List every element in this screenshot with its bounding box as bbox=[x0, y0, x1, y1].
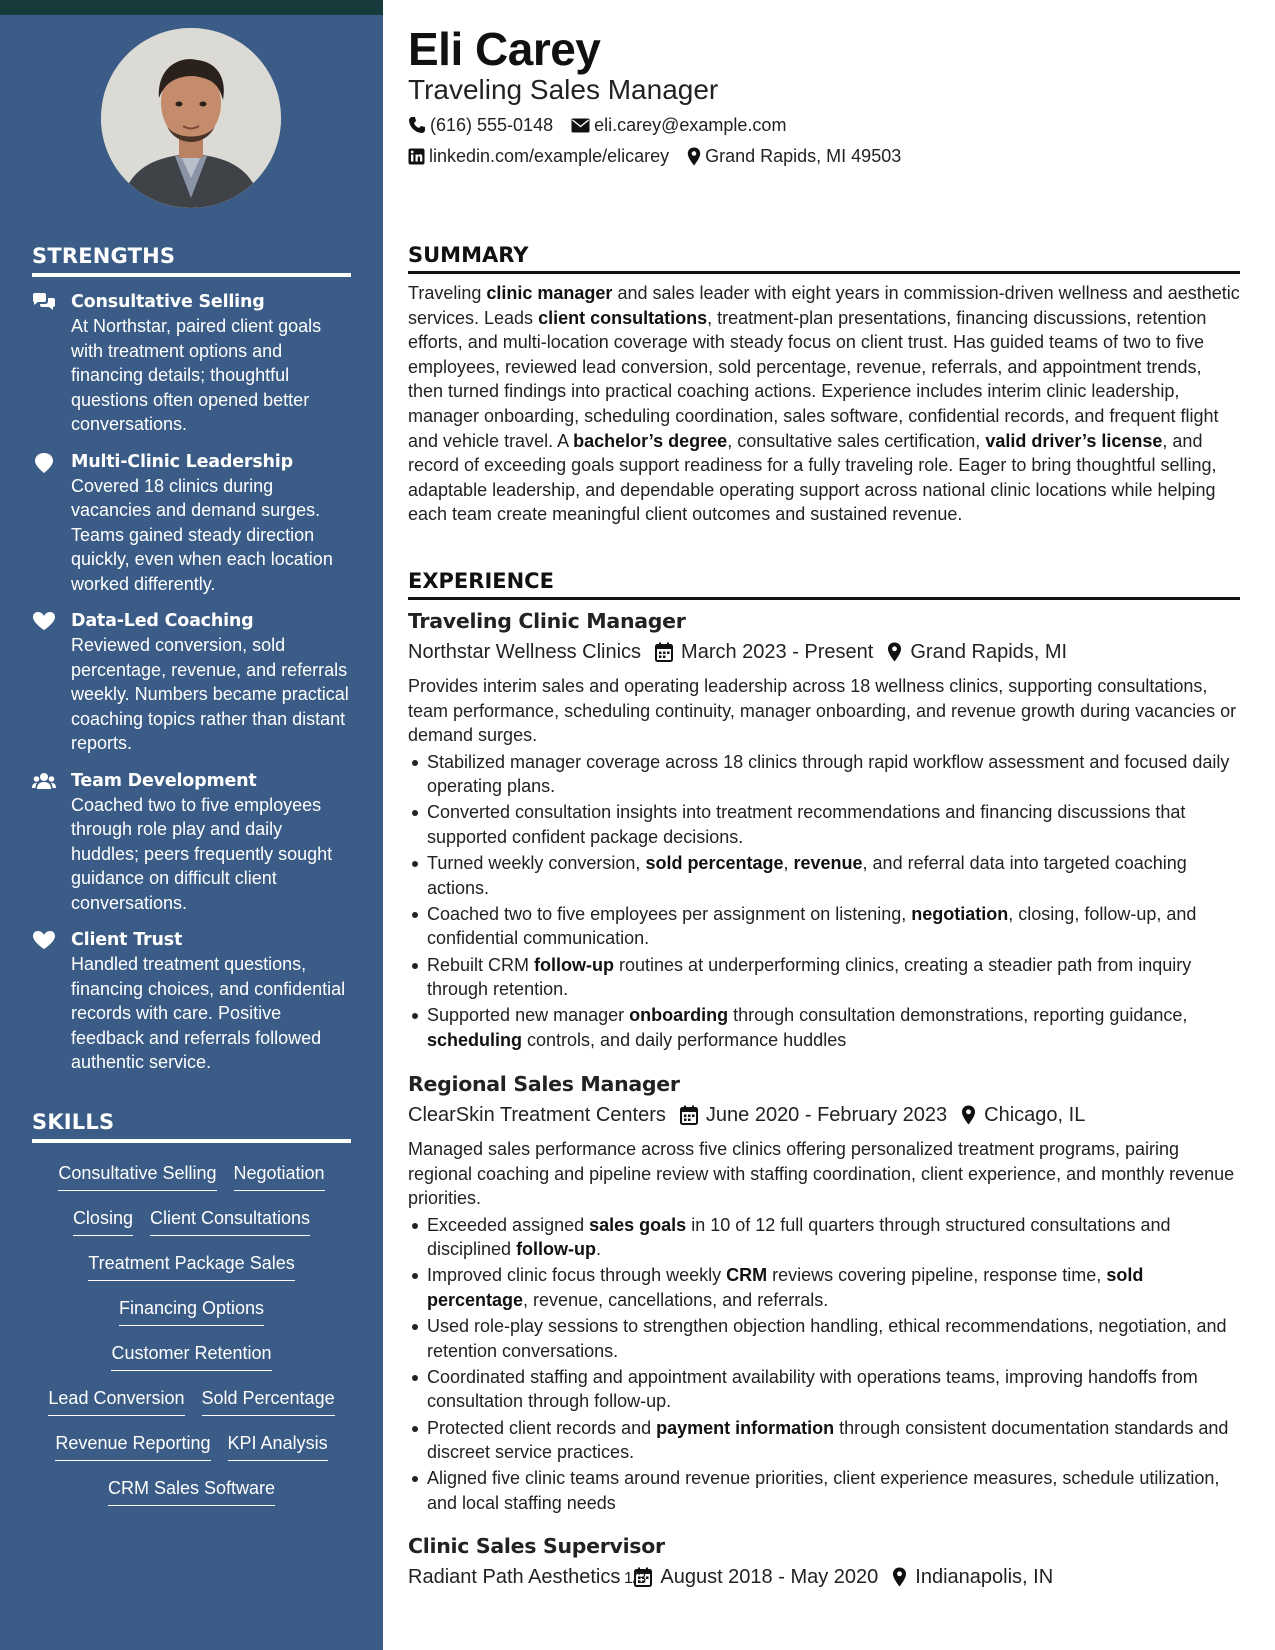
skill-tag: CRM Sales Software bbox=[108, 1476, 275, 1506]
text-segment: controls, and daily performance huddles bbox=[522, 1029, 847, 1050]
job-description: Managed sales performance across five clinics offering personalized treatment programs, pairing regional coaching and pipeline review with staffing coordination, client experience, and monthly revenue priorities. bbox=[408, 1139, 1235, 1209]
map-pin-icon bbox=[892, 1567, 907, 1587]
email-text: eli.carey@example.com bbox=[594, 114, 787, 135]
map-pin-icon bbox=[687, 147, 701, 166]
phone-text: (616) 555-0148 bbox=[430, 114, 554, 135]
text-segment: Traveling bbox=[408, 283, 487, 303]
skills-row bbox=[32, 1341, 351, 1386]
emphasis-text: client consultations bbox=[538, 307, 708, 328]
person-title: Traveling Sales Manager bbox=[408, 74, 719, 105]
company-name: ClearSkin Treatment Centers bbox=[408, 1104, 666, 1126]
emphasis-text: scheduling bbox=[427, 1029, 523, 1050]
text-segment: Supported new manager bbox=[427, 1005, 630, 1026]
text-segment: reviews covering pipeline, response time, bbox=[767, 1265, 1107, 1286]
company-name: Radiant Path Aesthetics bbox=[408, 1566, 621, 1588]
text-segment: and sales leader with eight years in commission-driven wellness and aesthetic services. Leads bbox=[408, 283, 1240, 328]
team-icon bbox=[32, 771, 56, 791]
strength-title: Team Development bbox=[71, 770, 257, 791]
bullet-item bbox=[408, 1213, 1240, 1262]
linkedin-icon bbox=[408, 148, 425, 165]
emphasis-text: bachelor’s degree bbox=[573, 430, 728, 451]
bullet-item bbox=[408, 1263, 1240, 1312]
text-segment: Aligned five clinic teams around revenue priorities, client experience measures, schedule utilization, and local staffing needs bbox=[427, 1468, 1220, 1513]
text-segment: Converted consultation insights into treatment recommendations and financing discussions that supported confident package decisions. bbox=[427, 802, 1186, 848]
linkedin-text: linkedin.com/example/elicarey bbox=[429, 145, 670, 166]
strengths-heading: STRENGTHS bbox=[32, 244, 351, 277]
skill-tag: Client Consultations bbox=[150, 1206, 310, 1236]
heart-icon bbox=[32, 930, 56, 950]
emphasis-text: revenue bbox=[793, 853, 863, 874]
strength-item bbox=[32, 290, 352, 437]
location-text: Grand Rapids, MI 49503 bbox=[705, 145, 902, 166]
skill-tag: Treatment Package Sales bbox=[88, 1251, 294, 1281]
location-text: Indianapolis, IN bbox=[915, 1566, 1054, 1588]
text-segment: through consistent documentation standards and discreet service practices. bbox=[427, 1417, 1229, 1463]
strength-title: Multi-Clinic Leadership bbox=[71, 451, 293, 472]
bullet-item bbox=[408, 1003, 1240, 1052]
contact-row bbox=[408, 143, 919, 169]
company-name: Northstar Wellness Clinics bbox=[408, 641, 642, 663]
bullet-item bbox=[408, 1466, 1240, 1515]
text-segment: Improved clinic focus through weekly bbox=[427, 1265, 727, 1286]
sidebar-top-bar bbox=[0, 0, 383, 15]
job-location bbox=[961, 1099, 1085, 1131]
skill-tag: Sold Percentage bbox=[202, 1386, 335, 1416]
skills-row bbox=[32, 1476, 351, 1521]
dates-text: August 2018 - May 2020 bbox=[660, 1566, 879, 1588]
text-segment: Turned weekly conversion, bbox=[427, 853, 646, 874]
job-location bbox=[892, 1561, 1053, 1593]
skills-list bbox=[32, 1161, 351, 1521]
job-dates bbox=[634, 1561, 878, 1593]
text-segment: Coached two to five employees per assignment on listening, bbox=[427, 903, 912, 924]
strength-title: Consultative Selling bbox=[71, 292, 265, 312]
calendar-icon bbox=[680, 1105, 698, 1125]
job-description: Provides interim sales and operating leadership across 18 wellness clinics, supporting consultations, team performance, scheduling continuity, manager onboarding, and revenue growth during vacancies or demand surges. bbox=[408, 676, 1237, 746]
emphasis-text: clinic manager bbox=[486, 283, 613, 303]
skill-tag: Customer Retention bbox=[111, 1341, 271, 1371]
text-segment: Rebuilt CRM bbox=[427, 954, 535, 975]
bullet-item bbox=[408, 800, 1240, 849]
phone-icon bbox=[408, 116, 426, 134]
job-entry bbox=[408, 1531, 1240, 1599]
text-segment: Stabilized manager coverage across 18 clinics through rapid workflow assessment and focused daily operating plans. bbox=[427, 751, 1230, 797]
text-segment: , and referral data into targeted coaching actions. bbox=[427, 853, 1187, 898]
skill-tag: Negotiation bbox=[234, 1161, 325, 1191]
job-title: Regional Sales Manager bbox=[408, 1072, 680, 1096]
profile-photo bbox=[101, 28, 281, 208]
text-segment: Used role-play sessions to strengthen objection handling, ethical recommendations, negotiation, and retention conversations. bbox=[427, 1316, 1227, 1361]
job-meta bbox=[408, 636, 1240, 668]
map-pin-icon bbox=[887, 642, 902, 662]
text-segment: , bbox=[783, 853, 794, 874]
location-text: Chicago, IL bbox=[984, 1104, 1086, 1126]
job-meta bbox=[408, 1099, 1240, 1131]
bullet-item bbox=[408, 1314, 1240, 1363]
text-segment: Coordinated staffing and appointment availability with operations teams, improving handoffs from consultation through follow-up. bbox=[427, 1366, 1198, 1412]
heart-icon bbox=[32, 611, 56, 631]
strength-text: Handled treatment questions, financing choices, and confidential records with care. Positive feedback and referrals followed authentic service. bbox=[71, 954, 346, 1072]
location-contact bbox=[687, 146, 901, 167]
job-entry bbox=[408, 606, 1240, 1054]
strength-item bbox=[32, 450, 352, 597]
text-segment: , consultative sales certification, bbox=[727, 430, 986, 451]
skills-row bbox=[32, 1296, 351, 1341]
text-segment: , closing, follow-up, and confidential communication. bbox=[427, 903, 1197, 949]
bullet-item bbox=[408, 1416, 1240, 1465]
job-dates bbox=[655, 636, 873, 668]
bullet-item bbox=[408, 750, 1240, 799]
skills-row bbox=[32, 1251, 351, 1296]
linkedin-contact[interactable] bbox=[408, 146, 669, 167]
strengths-list bbox=[32, 290, 352, 1088]
job-bullets bbox=[408, 1213, 1240, 1516]
page-number: 1/3 bbox=[624, 1570, 647, 1587]
calendar-icon bbox=[655, 642, 673, 662]
emphasis-text: follow-up bbox=[534, 954, 615, 975]
strength-item bbox=[32, 769, 352, 916]
skills-row bbox=[32, 1206, 351, 1251]
skill-tag: Closing bbox=[73, 1206, 133, 1236]
contact-row bbox=[408, 112, 804, 138]
emphasis-text: valid driver’s license bbox=[985, 430, 1163, 451]
skill-tag: Consultative Selling bbox=[58, 1161, 216, 1191]
text-segment: , revenue, cancellations, and referrals. bbox=[523, 1290, 829, 1311]
sidebar bbox=[0, 15, 383, 1650]
emphasis-text: sold percentage bbox=[645, 853, 784, 874]
skills-heading: SKILLS bbox=[32, 1110, 351, 1143]
job-title: Clinic Sales Supervisor bbox=[408, 1534, 665, 1558]
strength-text: Reviewed conversion, sold percentage, revenue, and referrals weekly. Numbers became practical coaching topics rather than distant reports. bbox=[71, 635, 349, 753]
skill-tag: KPI Analysis bbox=[228, 1431, 328, 1461]
chat-bubbles-icon bbox=[32, 292, 56, 312]
text-segment: Protected client records and bbox=[427, 1417, 657, 1438]
bullet-item bbox=[408, 953, 1240, 1002]
location-text: Grand Rapids, MI bbox=[910, 641, 1068, 663]
text-segment: through consultation demonstrations, reporting guidance, bbox=[728, 1005, 1188, 1026]
email-contact[interactable] bbox=[571, 115, 786, 136]
experience-heading: EXPERIENCE bbox=[408, 569, 1240, 600]
strength-text: Coached two to five employees through role play and daily huddles; peers frequently sought guidance on difficult client conversations. bbox=[71, 794, 333, 913]
job-entry bbox=[408, 1069, 1240, 1517]
skills-row bbox=[32, 1386, 351, 1431]
job-bullets bbox=[408, 750, 1240, 1053]
emphasis-text: negotiation bbox=[911, 903, 1009, 924]
dates-text: June 2020 - February 2023 bbox=[705, 1104, 948, 1126]
strength-text: At Northstar, paired client goals with treatment options and financing details; thoughtful questions often opened better conversations. bbox=[71, 316, 322, 434]
job-meta bbox=[408, 1561, 1240, 1593]
skill-tag: Lead Conversion bbox=[48, 1386, 184, 1416]
text-segment: , and record of exceeding goals support readiness for a fully traveling role. Eager to bring thoughtful selling, adaptable leadership, and dependable operating support across national clinic locations while helping each team create meaningful client outcomes and sustained revenue. bbox=[408, 430, 1217, 525]
summary-text bbox=[408, 281, 1240, 527]
envelope-icon bbox=[571, 118, 590, 133]
skill-tag: Revenue Reporting bbox=[55, 1431, 210, 1461]
person-name: Eli Carey bbox=[408, 23, 601, 75]
emphasis-text: sales goals bbox=[589, 1214, 687, 1235]
map-pin-icon bbox=[32, 452, 56, 472]
job-dates bbox=[680, 1099, 947, 1131]
phone-contact bbox=[408, 115, 553, 136]
emphasis-text: onboarding bbox=[629, 1005, 729, 1026]
skills-row bbox=[32, 1431, 351, 1476]
text-segment: routines at underperforming clinics, creating a steadier path from inquiry through retention. bbox=[427, 954, 1192, 1000]
skill-tag: Financing Options bbox=[119, 1296, 264, 1326]
bullet-item bbox=[408, 902, 1240, 951]
summary-heading: SUMMARY bbox=[408, 243, 1240, 274]
strength-text: Covered 18 clinics during vacancies and demand surges. Teams gained steady direction quickly, even when each location worked differently. bbox=[71, 475, 333, 594]
text-segment: in 10 of 12 full quarters through structured consultations and disciplined bbox=[427, 1214, 1171, 1260]
job-title: Traveling Clinic Manager bbox=[408, 609, 686, 633]
emphasis-text: CRM bbox=[726, 1265, 768, 1286]
bullet-item bbox=[408, 851, 1240, 900]
strength-title: Data-Led Coaching bbox=[71, 611, 254, 631]
emphasis-text: follow-up bbox=[516, 1239, 597, 1260]
text-segment: . bbox=[596, 1239, 602, 1260]
text-segment: Exceeded assigned bbox=[427, 1214, 590, 1235]
emphasis-text: sold percentage bbox=[427, 1265, 1144, 1311]
text-segment: , treatment-plan presentations, financing discussions, retention efforts, and multi-location coverage with steady focus on client trust. Has guided teams of two to five employees, reviewed lead conversion, sold percentage, revenue, referrals, and appointment trends, then turned findings into practical coaching actions. Experience includes interim clinic leadership, manager onboarding, scheduling coordination, sales software, confidential records, and frequent flight and vehicle travel. A bbox=[408, 307, 1219, 451]
strength-title: Client Trust bbox=[71, 930, 183, 950]
map-pin-icon bbox=[961, 1105, 976, 1125]
emphasis-text: payment information bbox=[656, 1417, 835, 1438]
strength-item bbox=[32, 928, 352, 1075]
skills-row bbox=[32, 1161, 351, 1206]
dates-text: March 2023 - Present bbox=[681, 641, 874, 663]
job-location bbox=[887, 636, 1067, 668]
bullet-item bbox=[408, 1365, 1240, 1414]
strength-item bbox=[32, 609, 352, 756]
